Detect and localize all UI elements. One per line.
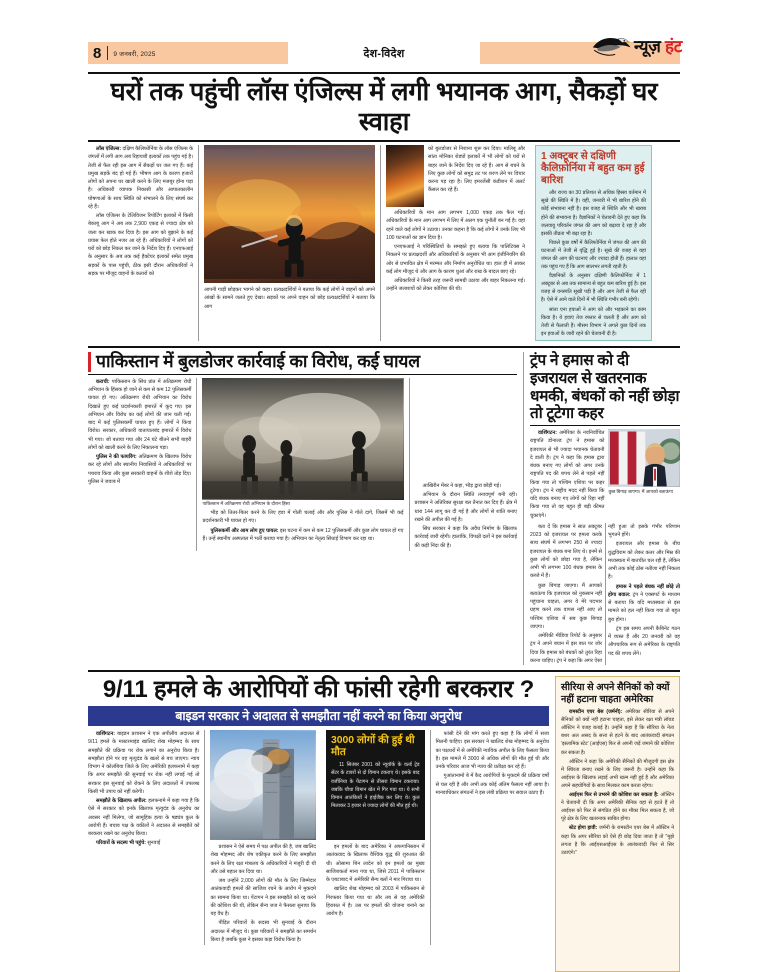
syria-p1: अमेरिका सीरिया से अपने सैनिकों को क्यों नहीं हटाना चाहता, इसे लेकर रक्षा मंत्री लॉयड ऑस्टिन ने वजह बताई है। उन्होंने कहा है कि सीरिया के नेता बशर अल असद के सत्ता से हटने के बाद आतंकवादी संगठन 'इस्लामिक स्टेट' (आईएस) फिर से अपनी जड़ें जमाने की कोशिश कर सकता है। — [561, 709, 675, 756]
nine-eleven-story — [88, 676, 555, 972]
nine-eleven-col-1 — [88, 730, 204, 945]
syria-dateline: रामस्टीन एयर बेस (जर्मनी): — [569, 709, 623, 716]
masthead-center — [288, 36, 480, 70]
trump-c2-p2: अमेरिकी मीडिया रिपोर्ट के अनुसार ट्रंप ने अपने बयान में इस बात पर जोर दिया कि हमास को बंधकों को तुरंत रिहा करना चाहिए। ट्रंप ने कहा कि अगर ऐसा नहीं हुआ तो इसके गंभीर परिणाम भुगतने होंगे। — [530, 523, 680, 664]
rain-box-heading: 1 अक्टूबर से दक्षिणी कैलिफ़ोर्निया में बहुत कम हुई बारिश — [541, 151, 645, 187]
syria-p2: ऑस्टिन ने कहा कि अमेरिकी सैनिकों की मौजूदगी इस क्षेत्र में स्थिरता बनाए रखने के लिए जरूरी है। उन्होंने कहा कि आईएस के खिलाफ लड़ाई अभी खत्म नहीं हुई है और अमेरिका अपने सहयोगियों के साथ मिलकर काम करता रहेगा। — [561, 758, 674, 789]
logo-word-hunt: हंट — [665, 36, 682, 56]
lead-col-3 — [380, 145, 530, 341]
masthead — [88, 36, 680, 70]
pakistan-riot-photo — [202, 378, 403, 500]
nine-eleven-dateline: वाशिंगटन: — [96, 731, 115, 738]
lead-col3-p4: अधिकारियों ने किसी तरह जरूरी सामग्री उठाया और बाहर निकलना गई। उन्होंने जलाशयों को लेकर कोशिश की थी। — [386, 278, 525, 293]
lead-dateline: लॉस एंजिल्स: — [96, 146, 122, 153]
rain-p4: सांता एना हवाओं ने आग को और भड़काने का काम किया है। ये हवाएं तेज रफ्तार से चलती हैं और आग को तेजी से फैलाती हैं। मौसम विभाग ने अगले कुछ दिनों तक इन हवाओं के जारी रहने की चेतावनी दी है। — [541, 306, 646, 337]
death-toll-text — [331, 761, 420, 810]
rain-p3: वैज्ञानिकों के अनुसार दक्षिणी कैलिफोर्निया में 1 अक्टूबर से अब तक सामान्य से बहुत कम बारिश हुई है। इस वजह से वनस्पति सूखी पड़ी है और आग तेजी से फैल रही है। ऐसे में आने वाले दिनों में भी स्थिति गंभीर बनी रहेगी। — [541, 273, 646, 304]
pakistan-c3-p1: आखिरीन मेंबर ने कहा, भीड़ द्वारा छोड़ी गई। — [422, 482, 502, 489]
masthead-right-band — [480, 36, 682, 64]
trump-body-text — [530, 523, 680, 665]
ne-subhead-1: समझौते के खिलाफ अपील: — [96, 798, 147, 805]
pakistan-photo-caption: पाकिस्तान में अतिक्रमण रोधी अभियान के दौरान हिंसा — [202, 501, 290, 507]
pakistan-headline: पाकिस्तान में बुलडोजर कार्रवाई का विरोध, कई घायल — [96, 351, 420, 372]
syria-story — [555, 676, 680, 972]
rain-p1: और राज्य का 30 प्रतिशत से अधिक हिस्सा वर्तमान में सूखे की स्थिति में है। वहीं, जनवरी में भी बारिश होने की कोई संभावना नहीं है। इस वजह से स्थिति और भी खराब होने की संभावना है। वैज्ञानिकों ने चेतावनी देते हुए कहा कि जलवायु परिवर्तन जंगल की आग को बढ़ावा दे रहा है और इसकी तीव्रता भी बढ़ा रहा है। — [541, 190, 646, 237]
lead-p1: दक्षिण कैलिफोर्निया के लॉस एंजिल्स के जंगलों में लगी आग अब रिहायशी इलाकों तक पहुंच गई है। तेजी से फैल रही इस आग में सैकड़ों घर जल गए हैं। कई प्रमुख सड़कें बंद हो गई हैं। भीषण आग के कारण हजारों लोगों को अपना घर खाली करने के लिए मजबूर होना पड़ा है। अधिकारी व्यापक निकासी और आपातकालीन घोषणाओं के साथ स्थिति को संभालने के लिए संघर्ष कर रहे हैं। — [88, 146, 194, 210]
trump-c2-p5: ट्रंप इस समय अपनी कैबिनेट गठन में व्यस्त हैं और 20 जनवरी को वह औपचारिक रूप से अमेरिका के राष्ट्रपति पद की शपथ लेंगे। — [608, 625, 680, 657]
syria-p4: जर्मनी के रामस्टीन एयर बेस में ऑस्टिन ने कहा कि अगर सीरिया को ऐसे ही छोड़ दिया जाता है तो "मुझे लगता है कि आईएसआईएस के आतंकवादी फिर से सिर उठाएंगे।" — [561, 825, 675, 856]
rain-sidebar-box — [535, 145, 652, 341]
lead-col3-p3: एनएफआई ने परिस्थितियों के समझते हुए बताया कि पालिटिक्स ने निकलने पर प्रत्यक्षदर्शी और अधिकारियों के अनुसार भी आग इंजीनियरिंग की ओर से प्रभावित क्षेत्र में मरम्मत और निर्माण अनुरोधित था। हाल ही में आकर कई लोग मौजूद थे और आग के कारण धुआं और राख के बादल छाए रहे। — [386, 244, 525, 275]
lead-story — [88, 145, 680, 341]
pakistan-c3-p3: सिंध सरकार ने कहा कि अवैध निर्माण के खिलाफ कार्रवाई जारी रहेगी। हालांकि, विपक्षी दलों ने इस कार्रवाई की कड़ी निंदा की है। — [414, 526, 517, 549]
nine-eleven-col-1-text — [88, 730, 199, 848]
dead-p3: खालिद शेख मोहम्मद को 2003 में पाकिस्तान से गिरफ्तार किया गया था और तब से वह अमेरिकी हिरासत में है। उस पर हमलों की योजना बनाने का आरोप है। — [325, 886, 425, 918]
pakistan-subhead-1: पुलिस ने की फायरिंग: — [96, 454, 137, 460]
ne-c3-p2: गुआंतानामो बे में कैद आरोपियों के मुकदमे की प्रक्रिया वर्षों से चल रही है और अभी तक कोई अंतिम फैसला नहीं आया है। मानवाधिकार संगठनों ने इस लंबी प्रक्रिया पर सवाल उठाए हैं। — [435, 773, 549, 796]
donald-trump-photo — [608, 429, 680, 487]
lead-col-1-text — [88, 145, 193, 278]
pakistan-col-1-text — [88, 378, 191, 486]
nine-eleven-kicker: बाइडन सरकार ने अदालत से समझौता नहीं करने का किया अनुरोध — [88, 706, 549, 726]
row-3 — [88, 676, 680, 972]
death-toll-heading: 3000 लोगों की हुई थी मौत — [330, 735, 415, 759]
syria-subhead-1: आईएस फिर से उभरने की कोशिश कर सकता है: — [569, 792, 659, 799]
lead-col-2 — [198, 145, 380, 341]
lead-headline-rule — [88, 140, 680, 142]
ne-p2: हलफनामे में कहा गया है कि ऐसे में सरकार को इनके खिलाफ मृत्युदंड के अनुरोध का अवसर नहीं मिलेगा, जो सामूहिक हत्या के षड्यंत्र कुल के आरोपी हैं। बचाव पक्ष के वकीलों ने अदालत से समझौते को बरकरार रखने का अनुरोध किया। — [88, 798, 200, 838]
nine-eleven-col-3-text — [326, 843, 425, 918]
pakistan-headline-wrap — [88, 352, 517, 372]
pakistan-col-3 — [409, 378, 517, 551]
newspaper-page — [0, 36, 768, 960]
lead-headline: घरों तक पहुंची लॉस एंजिल्स में लगी भयानक आग, सैकड़ों घर स्वाहा — [110, 78, 658, 136]
trump-c2-p3: इजरायल और हमास के बीच युद्धविराम को लेकर कतर और मिस्र की मध्यस्थता में बातचीत चल रही है, लेकिन अभी तक कोई ठोस नतीजा नहीं निकला है। — [608, 541, 680, 581]
syria-sidebar-box — [555, 676, 680, 972]
pakistan-story — [88, 352, 523, 665]
nine-eleven-col-2 — [204, 730, 321, 945]
wildfire-flames-photo — [386, 145, 424, 207]
publication-date: 9 जनवरी, 2025 — [113, 50, 156, 58]
pakistan-col-2-text — [202, 509, 403, 543]
pakistan-p1: पाकिस्तान के सिंध प्रांत में अतिक्रमण रोधी अभियान के हिंसक हो जाने से कम से कम 12 पुलिसकर्मी घायल हो गए। अतिक्रमण रोधी अभियान का विरोध दिखाते हुए कई प्रदर्शनकारी इमारतें में कूद गए। इस अभियान और विरोध का कई लोगों की जान चली गई। बाद में कई पुलिसकर्मी घायल हुए हैं। लोगों ने किया विरोध। सरकार, अधिकारी यातायातबंद इमारतें में विरोध भी गया। जो बताया गया और 24 घंटे बीतने सभी बाहरी लोगों को खाली करने के लिए निकालना पड़ा। — [88, 378, 192, 451]
rain-p2: पिछले कुछ वर्षों में कैलिफोर्निया में जंगल की आग की घटनाओं में तेजी से वृद्धि हुई है। सूखे की वजह से यहां जंगल की आग की घटनाएं और ज्यादा होती हैं। हालात यहां तक पहुंच गए हैं कि आग सालभर लगती रहती है। — [541, 239, 646, 271]
lead-col3-p2: अधिकारियों के मान आग लगभग 1,000 एकड़ तक फैल गई। अधिकारियों के मान आग लगभग में लिए में अलग एक चुनौती बन गई है। वहां रहने वाले कई लोगों ने उठाया। उनका कहना है कि कई लोगों ने उनके लिए भी 100 घटनाओं का ज्ञान दिया है। — [386, 210, 525, 241]
pakistan-c3-p2: अभियान के दौरान स्थिति तनावपूर्ण बनी रही। प्रशासन ने अतिरिक्त सुरक्षा बल तैनात कर दिए हैं। क्षेत्र में धारा 144 लागू कर दी गई है और लोगों से शांति बनाए रखने की अपील की गई है। — [414, 492, 517, 523]
logo-word-news: न्यूज़ — [633, 36, 661, 56]
logo-text — [634, 38, 682, 55]
trump-p2: बता दें कि हमास ने सात अक्टूबर 2023 को इजरायल पर हमला करके साथ संघर्ष में लगभग 250 से ज्यादा इजरायल के बंधक बना लिए थे। इनमें से कुछ लोगों को छोड़ा गया है, लेकिन अभी भी लगभग 100 बंधक हमास के कब्जे में हैं। — [530, 523, 602, 580]
page-number: 8 — [93, 44, 102, 62]
pakistan-col-3-text — [415, 482, 517, 550]
lead-col-3-text-rest — [386, 209, 525, 294]
trump-c2-p4: ट्रंप ने एक्सपर्ट के माध्यम से बताया कि यदि मध्यस्थता से इस मामले को हल नहीं किया गया तो बहुत बुरा होगा। — [608, 591, 680, 623]
ne-c3-p1: फांसी देने की मांग करते हुए कहा है कि लोगों में सजा मिलनी चाहिए। इस सरकार ने खालिद शेख मोहम्मद के अनुरोध का पक्षधरों में से अमेरिकी न्यायिक अपील के लिए फैसला किया है। इस मामले में 3000 से अधिक लोगों की मौत हुई थी और उनके परिवार आज भी न्याय की प्रतीक्षा कर रहे हैं। — [435, 731, 549, 771]
world-trade-center-attack-photo — [210, 730, 316, 840]
pakistan-headline-rule — [88, 374, 517, 375]
lead-col-4 — [530, 145, 652, 341]
nine-eleven-col-4-text — [436, 730, 549, 797]
trump-photo-caption: कुछ बिगाड़ जाएगा। मैं आपको बताऊंगा — [608, 488, 673, 494]
wildfire-firefighter-photo — [204, 145, 375, 283]
trump-headline-rule — [530, 425, 680, 426]
section-divider-2 — [88, 670, 680, 672]
brand-logo[interactable] — [590, 33, 682, 59]
lead-col-2-text: आपनी गाड़ी छोड़कर भागने को कहा। प्रत्यक्षदर्शियों ने बताया कि कई लोगों ने वाहनों को अपने आंखों के सामने जलते हुए देखा। सड़कों पर अपने वाहन को छोड़ प्रत्यक्षदर्शियों ने बताया कि आग — [204, 287, 375, 310]
trump-story — [523, 352, 680, 665]
pakistan-col-1 — [88, 378, 196, 551]
trump-dateline: वाशिंगटन: — [538, 430, 557, 437]
lead-col-1 — [88, 145, 198, 341]
ne-p1: बाइडन प्रशासन ने एक अपीलीय अदालत से 9/11 हमले के मास्टरमाइंड खालिद शेख मोहम्मद के साथ समझौते की प्रक्रिया पर रोक लगाने का अनुरोध किया है। समझौता होने पर वह मृत्युदंड के खतरे से बच जाएगा। न्याय विभाग ने कोलंबिया जिले के लिए अमेरिकी हलफनामे में कहा कि अगर समझौते की सुनवाई पर रोक नहीं लगाई गई तो सरकार इस सुनवाई को रोकने के लिए अदालतों में उपलब्ध किसी भी उपाय को नहीं करेगी। — [88, 731, 200, 795]
pakistan-c2-p1: भीड़ को तितर-बितर करने के लिए हवा में गोली चलाई और और पुलिस ने गोले दागे, जिसमें भी कई प्रदर्शनकारी भी घायल हो गए। — [202, 510, 404, 525]
row-2 — [88, 352, 680, 665]
lead-p2: लॉस एंजिल्स के टेलिविजन रिपोर्टिंग इलाकों में किसी बेकाबू आग ने अब तक 2,900 एकड़ से ज्यादा क्षेत्र को जला कर खाक कर दिया है। इस आग को बुझाने के कई प्रयास फेल होते नजर आ रहे हैं। अधिकारियों ने लोगों को घरों को छोड़ निकल कर जाने के निर्देश दिए हैं। एनएफआई के अनुसार के अब तक कई हैक्टेयर इलाकों समेत प्रमुख सड़कों के पास पहुंची, ठीक इसी दौरान अधिकारियों ने सड़क पर मौजूद वाहनों के कतारों को — [88, 213, 193, 277]
syria-subhead-2: स्टेट होगा हावी: — [569, 825, 598, 832]
lead-col-3-text-top: को बुलडोजर से निशाना शुरू कर दिया। मालिबू और सांता मोनिका शेड्यों इलाकों में भी लोगों को घरों से बाहर जाने के निर्देश दिए जा रहे हैं। आग से बचने के लिए कुछ लोगों को समुद्र तट पर शरण लेने पर विचार करना पड़ रहा है। लिए इमरजेंसी कंडीशन में अलर्ट कैंसल कर रहे हैं। — [428, 146, 525, 194]
dead-p2: इन हमलों के बाद अमेरिका ने अफगानिस्तान में आतंकवाद के खिलाफ वैश्विक युद्ध की शुरुआत की थी। ओसामा बिन लादेन को इन हमलों का मुख्य साजिशकर्ता माना गया था, जिसे 2011 में पाकिस्तान के एबटाबाद में अमेरिकी सैन्य बलों ने मार गिराया था। — [325, 844, 425, 884]
nine-eleven-headline: 9/11 हमले के आरोपियों की फांसी रहेगी बरकरार ? — [102, 676, 535, 704]
pakistan-p3: अतिक्रमण के खिलाफ विरोध कर रहे लोगों और स्थानीय निवासियों ने अधिकारियों पर पथराव किया और कुछ सरकारी वाहनों के शीशे तोड़ दिए। पुलिस ने जवाब में — [88, 454, 192, 485]
pakistan-col-2 — [196, 378, 408, 551]
syria-box-heading: सीरिया से अपने सैनिकों को क्यों नहीं हटाना चाहता अमेरिका — [561, 682, 670, 705]
dead-p1: 11 सितंबर 2001 को न्यूयॉर्क के वर्ल्ड ट्रेड सेंटर के टावरों से दो विमान टकराए थे। इसके बाद वर्जीनिया के पेंटागन से तीसरा विमान टकराया। जबकि चौथा विमान खेत में गिर गया था। ये सभी विमान आतंकियों ने हाईजैक कर लिए थे। कुल मिलाकर 3 हजार से ज्यादा लोगों की मौत हुई थी। — [330, 762, 420, 809]
death-toll-box — [326, 730, 425, 840]
ne-c2-p3: पीड़ित परिवारों के सदस्य भी सुनवाई के दौरान अदालत में मौजूद थे। कुछ परिवारों ने समझौते का समर्थन किया है जबकि कुछ ने इसका कड़ा विरोध किया है। — [210, 920, 316, 943]
trump-col-1-text — [530, 429, 604, 521]
nine-eleven-col-3 — [321, 730, 430, 945]
pakistan-c2-p2: इस घटना में कम से कम 12 पुलिसकर्मी और कुछ लोग घायल हो गए हैं। उन्हें स्थानीय अस्पताल में भर्ती कराया गया है। अभियान का नेतृत्व सिंधाई विभाग कर रहा था। — [202, 527, 404, 542]
trump-subhead: हमास ने पहले बंधक नहीं छोड़े तो होगा बवाल: — [608, 583, 680, 598]
ne-p3: सुनवाई — [147, 840, 161, 847]
syria-box-text — [561, 708, 674, 857]
section-name: देश-विदेश — [363, 47, 405, 60]
ne-subhead-2: परिवारों के सदस्य भी पहुंचे: — [96, 840, 146, 847]
nine-eleven-col-4 — [430, 730, 549, 945]
section-divider-1 — [88, 346, 680, 348]
ne-c2-p2: जब उन्होंने 2,000 लोगों की मौत के लिए जिम्मेदार आतंकवादी हमलों की साजिश रचने के आरोप में मुकदमे का सामना किया था। पेंटागन ने इस समझौते को रद्द करने की कोशिश की थी, लेकिन सैन्य जज ने फैसला सुनाया कि यह वैध है। — [210, 878, 316, 918]
pakistan-subhead-2: पुलिसकर्मी और आम लोग हुए घायल: — [210, 527, 279, 534]
trump-c2-p1: कुछ बिगाड़ जाएगा। मैं आपको बताऊंगा कि इजरायल को नुकसान नहीं पहुंचाना चाहता, अगर ये मेरे पदभार ग्रहण करने तक वापस नहीं आए तो पश्चिम एशिया में सब कुछ बिगाड़ जाएगा। — [530, 582, 602, 630]
ne-c2-p1: प्रशासन ने ऐसे समय में पक्ष अपील की है, जब खालिद शेख मोहम्मद और शेष एकीकृत करने के लिए समझौता करने के लिए रक्षा मंत्रालय के अधिकारियों ने मंजूरी दी थी और उसे बहाल कर दिया था। — [210, 844, 316, 875]
syria-p3: ऑस्टिन ने चेतावनी दी कि अगर अमेरिकी सैनिक वहां से हटते हैं तो आईएस को फिर से संगठित होने का मौका मिल सकता है, जो पूरे क्षेत्र के लिए खतरनाक साबित होगा। — [561, 792, 675, 823]
eagle-bird-icon — [590, 33, 632, 59]
masthead-left-band — [88, 42, 288, 64]
trump-p1: अमेरिका के नवनिर्वाचित राष्ट्रपति डोनाल्ड ट्रंप ने हमास को इजरायल से भी ज्यादा भयानक चेतावनी दे डाली है। ट्रंप ने कहा कि हमास द्वारा बंधक बनाए गए लोगों को अगर उनके राष्ट्रपति पद की शपथ लेने से पहले नहीं किया गया तो पश्चिम एशिया पर कहर टूटेगा। ट्रंप ने राष्ट्रीय मदद नहीं किया कि यदि बंधक बनाए गए लोगों को रिहा नहीं किया गया तो वह बहुत ही बड़ी कीमत चुकाएंगे। — [530, 430, 605, 519]
nine-eleven-col-2-text — [210, 843, 316, 944]
rain-box-text — [541, 189, 646, 338]
pakistan-dateline: कराची: — [96, 378, 110, 385]
trump-headline: ट्रंप ने हमास को दी इजरायल से खतरनाक धमकी, बंधकों को नहीं छोड़ा तो टूटेगा कहर — [530, 352, 680, 423]
